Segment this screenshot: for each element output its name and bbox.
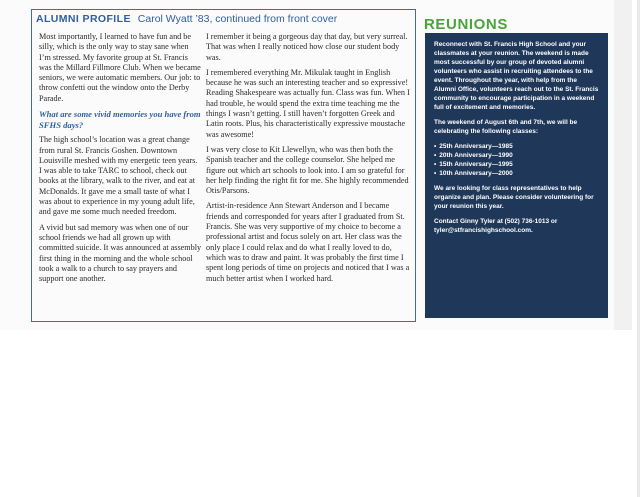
reunions-contact: Contact Ginny Tyler at (502) 736-1013 or tyler@stfrancishighschool.com. [434, 218, 558, 234]
bullet-icon: • [434, 152, 437, 159]
reunions-title: REUNIONS [424, 16, 508, 33]
left-paragraph-3: A vivid but sad memory was when one of our school friends we had all grown up with committed suicide. It was announced at assembly first thing in the morning and the whole school took a walk to a church to say prayers and support one another. [39, 222, 202, 284]
left-paragraph-1: Most importantly, I learned to have fun and be silly, which is the only way to stay sane when I’m stressed. My favorite group at St. Francis was the Millard Fillmore Club. When we became seniors, we were automatic members. Our job: to throw confetti out the window onto the Derby Parade. [39, 32, 201, 103]
reunion-class-item: • 15th Anniversary—1995 [434, 161, 513, 168]
reunions-intro: Reconnect with St. Francis High School and your classmates at your reunion. The weekend is made most successful by our group of devoted alumni volunteers who assist in recruiting attendees to the event. Throughout the year, with help from the Alumni Office, volunteers reach out to the St. Francis community to encourage participation in a weekend full of excitement and memories. [434, 41, 599, 111]
mid-paragraph-3: I was very close to Kit Llewellyn, who was then both the Spanish teacher and the college counselor. She helped me figure out which art schools to look into. I am so grateful for her help finding the right fit for me. She highly recommended Otis/Parsons. [206, 144, 409, 196]
mid-paragraph-1: I remember it being a gorgeous day that day, but very surreal. That was when I really noticed how close our student body was. [206, 32, 408, 62]
reunion-class-item: • 25th Anniversary—1985 [434, 143, 513, 150]
profile-subtitle: Carol Wyatt ’83, continued from front cover [137, 13, 338, 25]
mid-paragraph-2: I remembered everything Mr. Mikulak taught in English because he was such an interesting teacher and so expressive! Reading Shakespeare was actually fun. Class was fun. When I had trouble, he would spend the extra time teaching me the things I wasn’t getting. I still haven’t forgotten Greek and Latin roots. Plus, his characteristically expressive moustache was awesome! [206, 67, 410, 139]
profile-label: ALUMNI PROFILE [36, 13, 131, 25]
bullet-icon: • [434, 170, 437, 177]
reunions-reps: We are looking for class representatives to help organize and plan. Please consider volunteering for your reunion this year. [434, 185, 594, 210]
reunion-class-item: • 10th Anniversary—2000 [434, 170, 513, 177]
left-paragraph-2: The high school’s location was a great change from rural St. Francis Goshen. Downtown Louisville meshed with my energetic teen years. I was able to take TARC to school, check out books at the library, walk to the river, and eat at McDonalds. It gave me a small taste of what I was about to experience in my young adult life, and gave me some much needed freedom. [39, 135, 198, 217]
bullet-icon: • [434, 161, 437, 168]
reunions-weekend: The weekend of August 6th and 7th, we will be celebrating the following classes: [434, 119, 578, 135]
reunion-class-item: • 20th Anniversary—1990 [434, 152, 513, 159]
bullet-icon: • [434, 143, 437, 150]
mid-paragraph-4: Artist-in-residence Ann Stewart Anderson and I became friends and corresponded for years after I graduated from St. Francis. She was very supportive of my choice to become a professional artist and focus solely on art. Her class was the only place I could relax and do what I really loved to do, which was to draw and paint. It was probably the first time I spent long periods of time on projects and noticed that I was a much better artist when I worked hard. [206, 201, 410, 283]
interview-question: What are some vivid memories you have from SFHS days? [39, 109, 201, 130]
